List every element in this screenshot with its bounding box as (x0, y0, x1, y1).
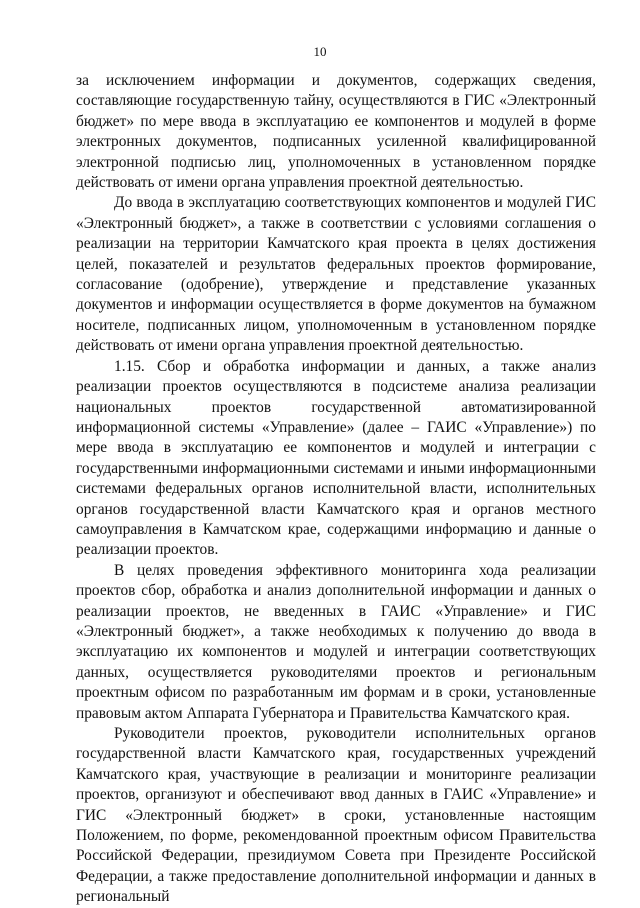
paragraph-monitoring: В целях проведения эффективного мониторинга хода реализации проектов сбор, обработка и анализ дополнительной информации и данных о реализации проектов, не введенных в ГАИС «Управление» и ГИС «Электронный бюджет», а также необходимых к получению до ввода в эксплуатацию их компонентов и модулей и интеграции соответствующих данных, осуществляется руководителями проектов и региональным проектным офисом по разработанным им формам и в сроки, установленные правовым актом Аппарата Губернатора и Правительства Камчатского края. (76, 561, 596, 722)
document-body (76, 71, 596, 908)
paragraph-paper-documents: До ввода в эксплуатацию соответствующих компонентов и модулей ГИС «Электронный бюджет», а также в соответствии с условиями соглашения о реализации на территории Камчатского края проекта в целях достижения целей, показателей и результатов федеральных проектов формирование, согласование (одобрение), утверждение и представление указанных документов и информации осуществляется в форме документов на бумажном носителе, подписанных лицом, уполномоченным в установленном порядке действовать от имени органа управления проектной деятельностью. (76, 194, 596, 355)
paragraph-section-1-15: 1.15. Сбор и обработка информации и данных, а также анализ реализации проектов осуществляются в подсистеме анализа реализации национальных проектов государственной автоматизированной информационной системы «Управление» (далее – ГАИС «Управление») по мере ввода в эксплуатацию ее компонентов и модулей и интеграции с государственными информационными системами и иными информационными системами федеральных органов исполнительной власти, исполнительных органов государственной власти Камчатского края и органов местного самоуправления в Камчатском крае, содержащими информацию и данные о реализации проектов. (76, 357, 596, 559)
page-number: 10 (313, 44, 327, 59)
paragraph-project-leaders: Руководители проектов, руководители исполнительных органов государственной власти Камчатского края, государственных учреждений Камчатского края, участвующие в реализации и мониторинге реализации проектов, организуют и обеспечивают ввод данных в ГАИС «Управление» и ГИС «Электронный бюджет» в сроки, установленные настоящим Положением, по форме, рекомендованной проектным офисом Правительства Российской Федерации, президиумом Совета при Президенте Российской Федерации, а также предоставление дополнительной информации и данных в региональный (76, 725, 596, 906)
paragraph-continuation: за исключением информации и документов, содержащих сведения, составляющие государственную тайну, осуществляются в ГИС «Электронный бюджет» по мере ввода в эксплуатацию ее компонентов и модулей в форме электронных документов, подписанных усиленной квалифицированной электронной подписью лиц, уполномоченных в установленном порядке действовать от имени органа управления проектной деятельностью. (76, 72, 596, 192)
